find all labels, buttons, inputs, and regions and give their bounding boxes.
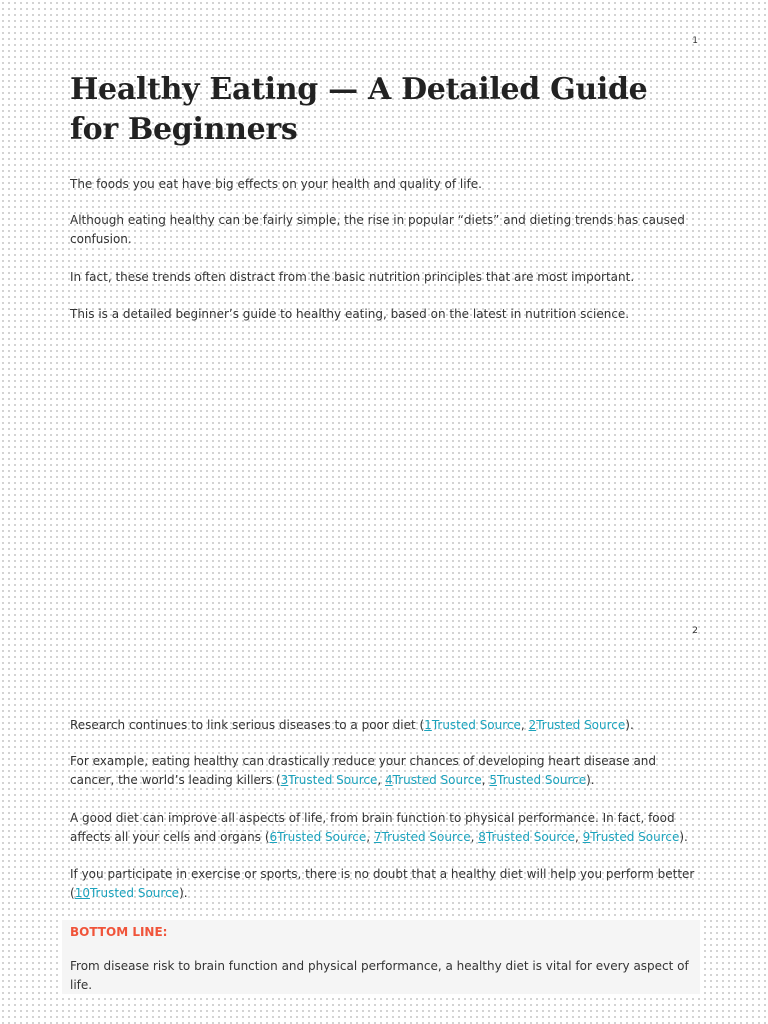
citation-separator: , — [377, 773, 385, 787]
trusted-source-label[interactable]: Trusted Source — [431, 718, 521, 732]
citation-number[interactable]: 7 — [373, 830, 382, 844]
citation-link[interactable] — [270, 830, 367, 844]
trusted-source-label[interactable]: Trusted Source — [590, 830, 680, 844]
body-paragraph — [70, 752, 700, 790]
citation-number[interactable]: 1 — [424, 718, 432, 732]
citation-number[interactable]: 2 — [528, 718, 537, 732]
citation-link[interactable] — [489, 773, 586, 787]
citation-separator: , — [481, 773, 490, 787]
paragraph-close: ). — [179, 886, 188, 900]
trusted-source-label[interactable]: Trusted Source — [392, 773, 482, 787]
bottom-line-text: From disease risk to brain function and physical performance, a healthy diet is vital for every aspect of life. — [70, 959, 689, 992]
trusted-source-label[interactable]: Trusted Source — [89, 886, 180, 900]
citation-separator: , — [366, 830, 374, 844]
citation-number[interactable]: 8 — [478, 830, 486, 844]
paragraph-close: ). — [586, 773, 595, 787]
intro-paragraph: This is a detailed beginner’s guide to healthy eating, based on the latest in nutrition science. — [70, 307, 630, 321]
citation-link[interactable] — [281, 773, 378, 787]
paragraph-text: If you participate in exercise or sports, there is no doubt that a healthy diet will help you perform better ( — [70, 867, 695, 900]
citation-number[interactable]: 9 — [582, 830, 591, 844]
page-number: 1 — [692, 36, 698, 46]
paragraph-text: Research continues to link serious diseases to a poor diet ( — [70, 718, 425, 732]
body-paragraph — [70, 809, 700, 847]
intro-paragraph: Although eating healthy can be fairly simple, the rise in popular “diets” and dieting trends has caused confusion. — [70, 213, 685, 246]
citation-number[interactable]: 4 — [384, 773, 393, 787]
citation-number[interactable]: 5 — [489, 773, 497, 787]
paragraph-close: ). — [679, 830, 688, 844]
bottom-line-label: BOTTOM LINE: — [70, 925, 168, 939]
citation-link[interactable] — [374, 830, 471, 844]
trusted-source-label[interactable]: Trusted Source — [497, 773, 587, 787]
trusted-source-label[interactable]: Trusted Source — [277, 830, 367, 844]
body-paragraph — [70, 865, 700, 903]
citation-link[interactable] — [583, 830, 680, 844]
citation-link[interactable] — [478, 830, 575, 844]
paragraph-close: ). — [625, 718, 634, 732]
intro-paragraph: The foods you eat have big effects on your health and quality of life. — [70, 177, 482, 191]
trusted-source-label[interactable]: Trusted Source — [485, 830, 575, 844]
citation-number[interactable]: 6 — [269, 830, 278, 844]
citation-separator: , — [520, 718, 529, 732]
citation-separator: , — [470, 830, 479, 844]
citation-link[interactable] — [385, 773, 482, 787]
page-title: Healthy Eating — A Detailed Guide for Beginners — [70, 72, 648, 147]
citation-link[interactable] — [75, 886, 179, 900]
intro-paragraph: In fact, these trends often distract from the basic nutrition principles that are most important. — [70, 270, 635, 284]
document-page-2 — [0, 595, 768, 1024]
trusted-source-label[interactable]: Trusted Source — [288, 773, 378, 787]
citation-separator: , — [574, 830, 583, 844]
trusted-source-label[interactable]: Trusted Source — [381, 830, 471, 844]
trusted-source-label[interactable]: Trusted Source — [536, 718, 626, 732]
citation-number[interactable]: 3 — [280, 773, 289, 787]
body-paragraph — [70, 716, 700, 735]
citation-number[interactable]: 10 — [74, 886, 90, 900]
citation-link[interactable] — [529, 718, 626, 732]
citation-link[interactable] — [424, 718, 521, 732]
bottom-line-box — [62, 920, 700, 994]
page-number: 2 — [692, 626, 698, 636]
paragraph-text: A good diet can improve all aspects of life, from brain function to physical performance. In fact, food affects all your cells and organs ( — [70, 811, 675, 844]
paragraph-text: For example, eating healthy can drastically reduce your chances of developing heart disease and cancer, the world’s leading killers ( — [70, 754, 657, 787]
